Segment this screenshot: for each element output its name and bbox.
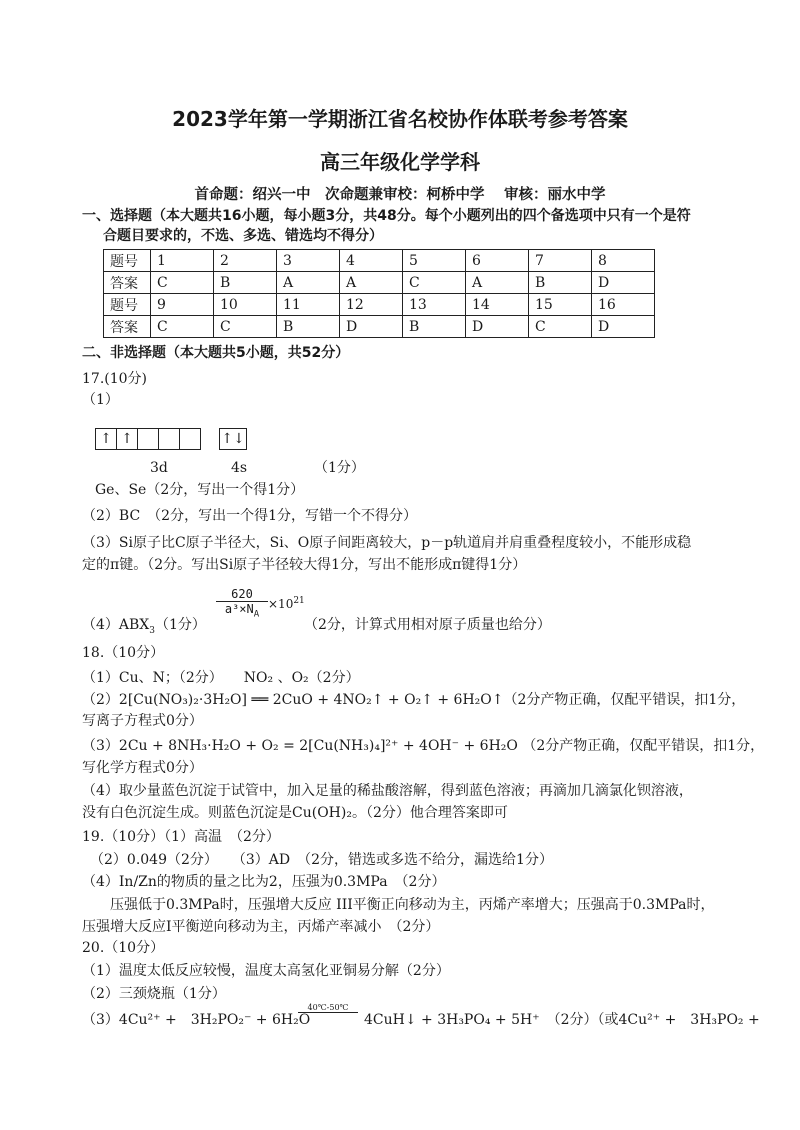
table-row-header: 题号	[104, 250, 151, 272]
q19-head: 19.（10分）（1）高温 （2分）	[82, 829, 280, 845]
q20-p3b: 4CuH↓ + 3H₃PO₄ + 5H⁺ （2分）（或4Cu²⁺ + 3H₃PO₂ +	[364, 1012, 760, 1028]
q19-p5a: 压强低于0.3MPa时，压强增大反应 III平衡正向移动为主，丙烯产率增大；压强高于0.3MPa时，	[110, 897, 715, 913]
q19-p4: （4）In/Zn的物质的量之比为2，压强为0.3MPa （2分）	[82, 874, 446, 890]
table-row	[104, 294, 655, 316]
table-cell: B	[529, 272, 592, 294]
q17-head: 17.(10分)	[82, 371, 148, 387]
table-cell: 12	[340, 294, 403, 316]
label-4s: 4s	[231, 460, 248, 476]
q18-p3a: （3）2Cu + 8NH₃·H₂O + O₂ = 2[Cu(NH₃)₄]²⁺ + 4OH⁻ + 6H₂O （2分产物正确，仅配平错误，扣1分，	[82, 738, 765, 754]
orbital-box-3d	[95, 428, 201, 450]
formula-numerator: 620	[216, 587, 268, 602]
q18-head: 18.（10分）	[82, 645, 165, 661]
table-row-header: 答案	[104, 316, 151, 338]
table-cell: C	[151, 272, 214, 294]
table-cell: D	[340, 316, 403, 338]
q17-p2: （2）BC （2分，写出一个得1分，写错一个不得分）	[82, 508, 417, 524]
table-cell: A	[277, 272, 340, 294]
table-cell: 1	[151, 250, 214, 272]
table-cell: 14	[466, 294, 529, 316]
table-row	[104, 272, 655, 294]
answer-table	[103, 249, 655, 338]
table-cell: D	[592, 316, 655, 338]
table-cell: B	[214, 272, 277, 294]
orbital-cell	[159, 429, 180, 449]
table-cell: 7	[529, 250, 592, 272]
q20-p3a: （3）4Cu²⁺ + 3H₂PO₂⁻ + 6H₂O	[82, 1012, 311, 1028]
q17-p1: （1）	[82, 392, 119, 408]
q20-head: 20.（10分）	[82, 940, 165, 956]
density-formula	[216, 587, 268, 619]
table-cell: 2	[214, 250, 277, 272]
table-cell: 11	[277, 294, 340, 316]
table-cell: D	[466, 316, 529, 338]
table-cell: 9	[151, 294, 214, 316]
q17-p4-note: （2分，计算式用相对原子质量也给分）	[304, 617, 551, 633]
q19-p5b: 压强增大反应I平衡逆向移动为主，丙烯产率减小 （2分）	[82, 919, 440, 935]
orbital-cell: ↑	[96, 429, 117, 449]
q17-p4: $(4)ABX_3(1$分）	[82, 617, 206, 636]
table-cell: D	[592, 272, 655, 294]
table-cell: C	[151, 316, 214, 338]
orbital-box-4s	[219, 428, 247, 450]
table-cell: A	[466, 272, 529, 294]
q18-p3b: 写化学方程式0分）	[82, 760, 203, 776]
q18-p2a: （2）2[Cu(NO₃)₂·3H₂O] ══ 2CuO + 4NO₂↑ + O₂↑ + 6H₂O↑（2分产物正确，仅配平错误，扣1分，	[82, 692, 746, 708]
q20-p2: （2）三颈烧瓶（1分）	[82, 986, 226, 1002]
table-cell: 6	[466, 250, 529, 272]
table-cell: 13	[403, 294, 466, 316]
section1-heading-cont: 合题目要求的，不选、多选、错选均不得分）	[103, 228, 383, 244]
table-cell: B	[403, 316, 466, 338]
q18-p4a: （4）取少量蓝色沉淀于试管中，加入足量的稀盐酸溶解，得到蓝色溶液；再滴加几滴氯化钡溶液，	[82, 783, 693, 799]
reaction-condition: 40℃-50℃	[298, 1003, 358, 1013]
table-cell: 15	[529, 294, 592, 316]
table-cell: 4	[340, 250, 403, 272]
page-subtitle: 高三年级化学学科	[320, 150, 480, 174]
table-cell: 3	[277, 250, 340, 272]
table-cell: 10	[214, 294, 277, 316]
label-3d: 3d	[150, 460, 168, 476]
q17-p3b: 定的π键。（2分。写出Si原子半径较大得1分，写出不能形成π键得1分）	[82, 557, 527, 573]
orbital-cell: ↑	[117, 429, 138, 449]
q20-p1: （1）温度太低反应较慢，温度太高氢化亚铜易分解（2分）	[82, 963, 450, 979]
q17-gese: Ge、Se（2分，写出一个得1分）	[95, 482, 305, 498]
q17-score1: （1分）	[314, 460, 365, 476]
page-title: 2023学年第一学期浙江省名校协作体联考参考答案	[172, 107, 628, 131]
q18-p2b: 写离子方程式0分）	[82, 713, 203, 729]
table-row-header: 答案	[104, 272, 151, 294]
table-cell: 5	[403, 250, 466, 272]
table-row-header: 题号	[104, 294, 151, 316]
orbital-cell	[138, 429, 159, 449]
q18-p4b: 没有白色沉淀生成。则蓝色沉淀是Cu(OH)₂。（2分）他合理答案即可	[82, 805, 508, 821]
table-cell: 8	[592, 250, 655, 272]
q19-p2: （2）0.049（2分） （3）AD （2分，错选或多选不给分，漏选给1分）	[90, 852, 553, 868]
formula-denominator: $a^3\times N_A$	[224, 602, 260, 620]
orbital-cell: ↑↓	[221, 431, 245, 447]
authors-line: 首命题：绍兴一中 次命题兼审校：柯桥中学 审核：丽水中学	[194, 187, 606, 203]
table-cell: C	[529, 316, 592, 338]
table-cell: B	[277, 316, 340, 338]
q18-p1: （1）Cu、N；（2分） NO₂ 、O₂（2分）	[82, 670, 360, 686]
section1-heading: 一、选择题（本大题共16小题，每小题3分，共48分。每个小题列出的四个备选项中只有一个是符	[82, 208, 691, 224]
table-cell: C	[403, 272, 466, 294]
q17-p3a: （3）Si原子比C原子半径大，Si、O原子间距离较大，p－p轨道肩并肩重叠程度较小，不能形成稳	[82, 535, 692, 551]
table-row	[104, 250, 655, 272]
orbital-cell	[180, 429, 200, 449]
table-cell: C	[214, 316, 277, 338]
table-cell: A	[340, 272, 403, 294]
formula-multiplier: $\times 10^{21}$	[268, 596, 305, 611]
section2-heading: 二、非选择题（本大题共5小题，共52分）	[82, 345, 350, 361]
table-cell: 16	[592, 294, 655, 316]
table-row	[104, 316, 655, 338]
